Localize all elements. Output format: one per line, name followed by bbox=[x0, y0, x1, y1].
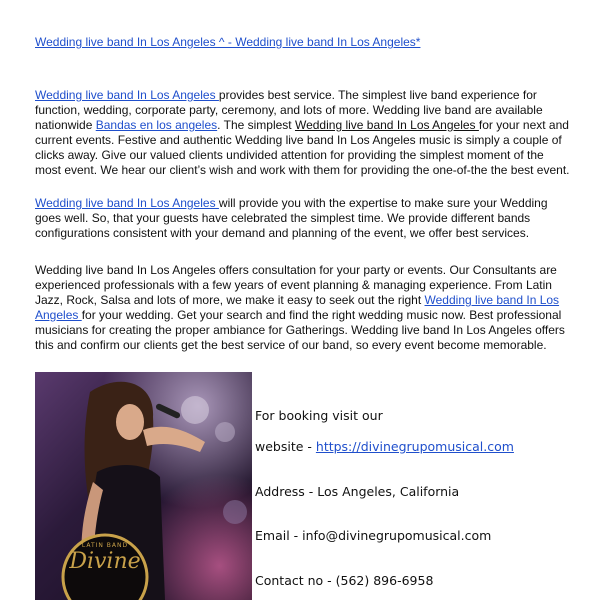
booking-contact: Contact no - (562) 896-6958 bbox=[255, 573, 434, 588]
paragraph-2 bbox=[35, 196, 573, 241]
wedding-band-link-1[interactable]: Wedding live band In Los Angeles bbox=[35, 88, 219, 102]
title-link[interactable]: Wedding live band In Los Angeles ^ - Wedding live band In Los Angeles* bbox=[35, 35, 421, 49]
bandas-link[interactable]: Bandas en los angeles bbox=[95, 118, 218, 132]
paragraph-3-text-1: offers consultation for your party or events. Our Consultants are experienced professionals with a few years of event planning & managing experience. From Latin Jazz, Rock, Salsa and lots of more, we make it easy to seek out the right bbox=[35, 263, 557, 307]
wedding-band-link-3[interactable]: Wedding live band In Los Angeles bbox=[35, 293, 560, 322]
booking-address: Address - Los Angeles, California bbox=[255, 484, 460, 499]
paragraph-3-text-2: for your wedding. Get your search and find the right wedding music now. Best professional musicians for creating the proper ambiance for Gatherings. bbox=[35, 308, 562, 337]
paragraph-3-keyword-1: Wedding live band In Los Angeles bbox=[351, 323, 532, 337]
paragraph-1 bbox=[35, 88, 573, 178]
paragraph-3-keyword-0: Wedding live band In Los Angeles bbox=[35, 263, 216, 277]
logo-name: Divine bbox=[69, 549, 141, 574]
paragraph-1-keyword-1: Wedding live band In Los Angeles bbox=[294, 118, 479, 132]
booking-website bbox=[255, 439, 575, 455]
paragraph-1-text-1: provides best service. The simplest live band experience for function, wedding, corporate party, ceremony, and lots of more. Wedding live band are available nationwide bbox=[35, 88, 543, 132]
booking-intro: For booking visit our bbox=[255, 408, 383, 423]
logo-subtitle: LATIN BAND bbox=[81, 542, 129, 549]
band-photo bbox=[35, 372, 252, 600]
wedding-band-link-2[interactable]: Wedding live band In Los Angeles bbox=[35, 196, 219, 210]
paragraph-3-text-3: offers this and confirm our clients get the best service of our band, so every event become memorable. bbox=[35, 323, 565, 352]
divine-logo bbox=[63, 542, 147, 575]
booking-email: Email - info@divinegrupomusical.com bbox=[255, 528, 492, 543]
website-link[interactable]: https://divinegrupomusical.com bbox=[315, 439, 514, 454]
paragraph-2-text-1: will provide you with the expertise to make sure your Wedding goes well. So, that your guests have celebrated the simplest time. We provide different bands configurations consistent with your demand and planning of the event, we offer best services. bbox=[35, 196, 548, 240]
website-label: website - bbox=[255, 439, 316, 454]
paragraph-3 bbox=[35, 263, 573, 353]
paragraph-1-keyword-2: Wedding live band In Los Angeles bbox=[235, 133, 416, 147]
paragraph-1-text-4: music is simply a couple of clicks away. Give our valued clients undivided attention for providing the simplest moment of the most event. We hear our client’s wish and work with them for providing the one-of-the the best event. bbox=[35, 133, 570, 177]
paragraph-1-text-2: . The simplest bbox=[217, 118, 295, 132]
paragraph-1-text-3: for your next and current events. Festive and authentic bbox=[35, 118, 569, 147]
